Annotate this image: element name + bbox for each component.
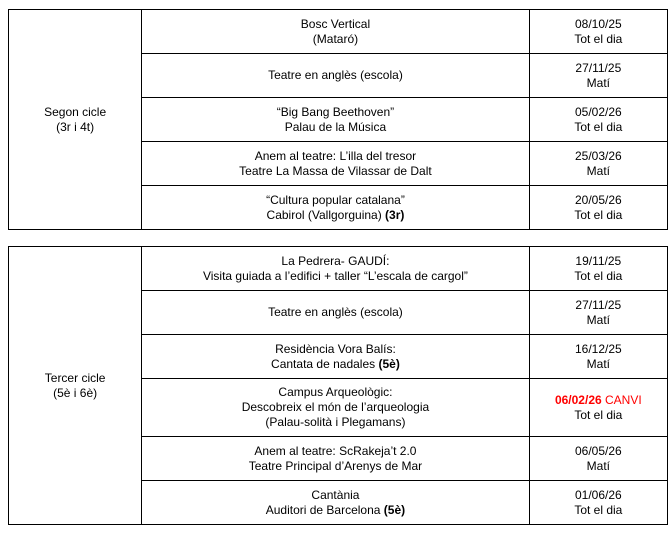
activity-time: Matí bbox=[586, 356, 610, 371]
activity-place: Visita guiada a l’edifici + taller “L’escala de cargol” bbox=[202, 268, 468, 283]
date-cell bbox=[529, 481, 667, 525]
activity-place: Teatre Principal d’Arenys de Mar bbox=[248, 458, 423, 473]
third-cycle-table bbox=[8, 246, 668, 525]
activity-title: Teatre en anglès (escola) bbox=[268, 305, 403, 319]
activity-cell bbox=[142, 98, 529, 142]
activity-time: Tot el dia bbox=[574, 407, 623, 422]
activity-title: Cantània bbox=[311, 487, 360, 502]
activity-cell bbox=[142, 481, 529, 525]
activity-place: Palau de la Música bbox=[284, 119, 387, 134]
activity-date: 25/03/26 bbox=[574, 148, 622, 163]
activity-date: 27/11/25 bbox=[575, 60, 622, 75]
activity-title: “Big Bang Beethoven” bbox=[276, 104, 395, 119]
activity-time: Tot el dia bbox=[574, 207, 623, 222]
activity-cell bbox=[142, 10, 529, 54]
activity-title: Bosc Vertical bbox=[300, 16, 371, 31]
date-cell bbox=[529, 186, 667, 230]
activity-date: 19/11/25 bbox=[575, 253, 622, 268]
activity-date: 01/06/26 bbox=[574, 487, 622, 502]
activity-date: 05/02/26 bbox=[574, 104, 622, 119]
date-cell bbox=[529, 10, 667, 54]
date-cell bbox=[529, 247, 667, 291]
activity-time: Tot el dia bbox=[574, 31, 623, 46]
date-cell bbox=[529, 379, 667, 437]
date-cell bbox=[529, 98, 667, 142]
changed-date: 06/02/26 bbox=[554, 392, 602, 407]
activity-time: Matí bbox=[586, 75, 610, 90]
activity-time: Tot el dia bbox=[574, 119, 623, 134]
activity-place: (Palau-solità i Plegamans) bbox=[265, 415, 406, 429]
cycle-grades: (3r i 4t) bbox=[56, 119, 95, 134]
table-row bbox=[9, 247, 668, 291]
date-cell bbox=[529, 437, 667, 481]
activity-place-line bbox=[146, 357, 524, 372]
date-cell bbox=[529, 291, 667, 335]
activity-place: (Mataró) bbox=[312, 31, 359, 46]
activity-time: Matí bbox=[586, 163, 610, 178]
activity-title: “Cultura popular catalana” bbox=[266, 192, 405, 207]
activity-place-line bbox=[146, 503, 524, 518]
activity-place: Teatre La Massa de Vilassar de Dalt bbox=[239, 163, 432, 178]
grade-note: (3r) bbox=[381, 207, 405, 222]
activity-time: Tot el dia bbox=[574, 502, 623, 517]
cycle-name: Tercer cicle bbox=[44, 370, 106, 385]
cycle-cell bbox=[9, 247, 142, 525]
activity-place: Cantata de nadales bbox=[271, 356, 376, 371]
activity-cell bbox=[142, 142, 529, 186]
cycle-cell bbox=[9, 10, 142, 230]
activity-title: Residència Vora Balís: bbox=[275, 341, 396, 356]
second-cycle-table bbox=[8, 9, 668, 230]
activity-place-line bbox=[146, 208, 524, 223]
activity-place: Auditori de Barcelona bbox=[265, 502, 381, 517]
activity-cell bbox=[142, 247, 529, 291]
activity-cell bbox=[142, 186, 529, 230]
activity-cell bbox=[142, 54, 529, 98]
table-row bbox=[9, 10, 668, 54]
activity-time: Matí bbox=[586, 312, 610, 327]
activity-time: Matí bbox=[586, 458, 610, 473]
changed-date-line bbox=[534, 393, 663, 408]
activity-date: 27/11/25 bbox=[575, 297, 622, 312]
activity-date: 16/12/25 bbox=[574, 341, 622, 356]
activity-title: La Pedrera- GAUDÍ: bbox=[281, 253, 390, 268]
date-cell bbox=[529, 54, 667, 98]
activity-place: Cabirol (Vallgorguina) bbox=[266, 207, 382, 222]
change-note: CANVI bbox=[601, 392, 642, 407]
activity-cell bbox=[142, 335, 529, 379]
activity-title: Anem al teatre: L’illa del tresor bbox=[254, 148, 417, 163]
grade-note: (5è) bbox=[375, 356, 400, 371]
activity-title: Campus Arqueològic: bbox=[278, 385, 393, 399]
cycle-name: Segon cicle bbox=[44, 104, 107, 119]
activity-subtitle: Descobreix el món de l’arqueologia bbox=[241, 400, 430, 414]
grade-note: (5è) bbox=[380, 502, 406, 517]
date-cell bbox=[529, 335, 667, 379]
activity-title: Anem al teatre: ScRakeja’t 2.0 bbox=[254, 443, 417, 458]
activity-date: 08/10/25 bbox=[574, 16, 622, 31]
activity-time: Tot el dia bbox=[574, 268, 623, 283]
activity-cell bbox=[142, 437, 529, 481]
activity-date: 20/05/26 bbox=[574, 192, 622, 207]
activity-date: 06/05/26 bbox=[574, 443, 622, 458]
activity-cell bbox=[142, 291, 529, 335]
activity-title: Teatre en anglès (escola) bbox=[268, 68, 403, 82]
cycle-grades: (5è i 6è) bbox=[53, 385, 98, 400]
date-cell bbox=[529, 142, 667, 186]
activity-cell bbox=[142, 379, 529, 437]
